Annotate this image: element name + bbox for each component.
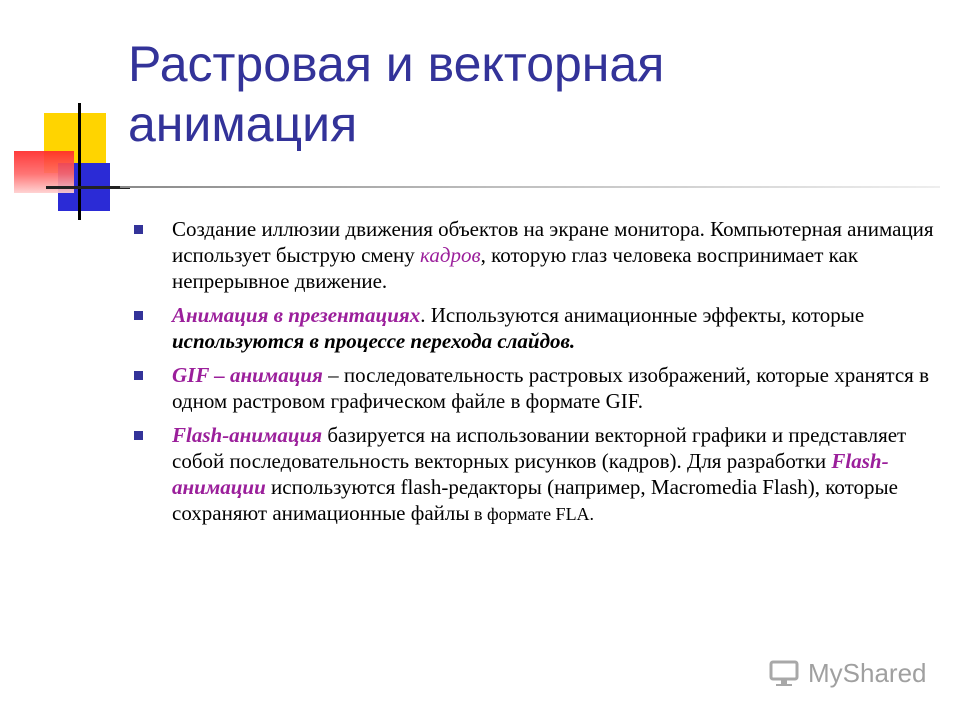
bullet-item [134, 362, 934, 414]
bullet-item [134, 216, 934, 294]
bullet-text: используются flash-редакторы (например, Macromedia Flash), которые сохраняют анимационные файлы [172, 475, 898, 525]
highlight-term: Flash-анимации [172, 449, 889, 499]
bullet-text: Создание иллюзии движения объектов на экране монитора. Компьютерная анимация использует быструю смену [172, 217, 934, 267]
square-bullet-icon [134, 431, 143, 440]
watermark-text: MyShared [808, 657, 927, 688]
highlight-term: кадров [420, 243, 481, 267]
slide-title-line2: анимация [128, 96, 358, 152]
highlight-term: Анимация в презентациях [172, 303, 421, 327]
slide-title [128, 34, 928, 154]
bullet-item [134, 302, 934, 354]
square-bullet-icon [134, 225, 143, 234]
square-bullet-icon [134, 371, 143, 380]
bullet-text: базируется на использовании векторной графики и представляет собой последовательность векторных рисунков (кадров). Для разработки [172, 423, 907, 473]
emphasis-text: используются в процессе перехода слайдов. [172, 329, 576, 353]
bullet-list [134, 216, 934, 535]
slide-title-line1: Растровая и векторная [128, 36, 665, 92]
decor-vertical-line [78, 103, 81, 220]
highlight-term: GIF – анимация [172, 363, 323, 387]
bullet-item [134, 422, 934, 527]
highlight-term: Flash-анимация [172, 423, 323, 447]
bullet-text: – последовательность растровых изображений, которые хранятся в одном растровом графическом файле в формате GIF. [172, 363, 929, 413]
bullet-text: . Используются анимационные эффекты, которые [420, 303, 865, 327]
myshared-watermark [768, 658, 927, 688]
monitor-logo-icon [768, 659, 802, 687]
bullet-text: в формате FLA. [469, 504, 595, 524]
decor-horizontal-line [46, 186, 130, 189]
square-bullet-icon [134, 311, 143, 320]
title-divider [120, 186, 940, 188]
bullet-text: , которую глаз человека воспринимает как непрерывное движение. [172, 243, 859, 293]
